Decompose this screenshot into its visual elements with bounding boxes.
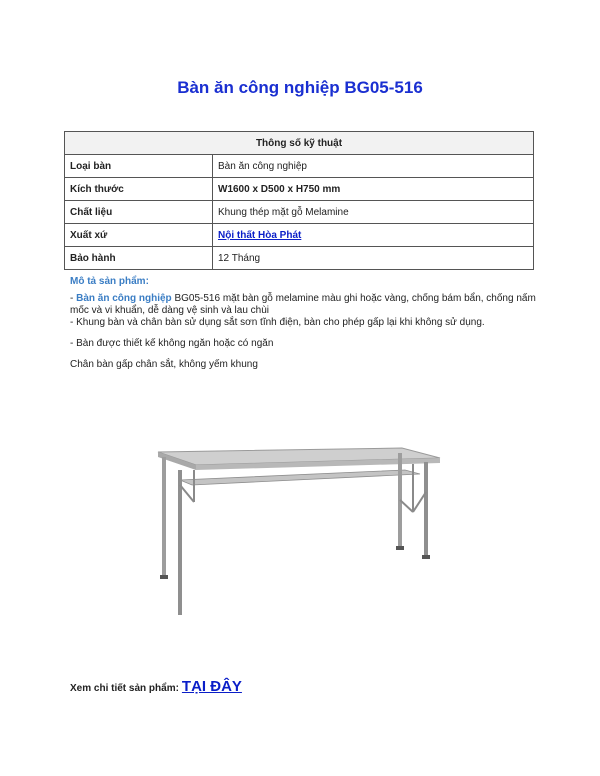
table-shelf (180, 470, 420, 485)
more-details-label: Xem chi tiết sản phẩm: (70, 683, 179, 694)
table-row (65, 247, 534, 270)
spec-label: Bảo hành (65, 247, 213, 270)
product-keyword-link[interactable]: Bàn ăn công nghiệp (76, 293, 172, 304)
table-row (65, 178, 534, 201)
spec-label: Xuất xứ (65, 224, 213, 247)
table-foot (396, 546, 404, 550)
origin-link[interactable]: Nội thất Hòa Phát (218, 229, 302, 241)
table-foot (422, 555, 430, 559)
table-row (65, 224, 534, 247)
spec-value (213, 224, 534, 247)
spec-label: Loại bàn (65, 155, 213, 178)
table-leg (178, 470, 182, 615)
folding-brace (180, 485, 194, 502)
description-line: - Bàn được thiết kế không ngăn hoặc có ngăn (70, 338, 274, 349)
description-text: BG05-516 mặt bàn gỗ melamine màu ghi hoặc vàng, chống bám bẩn, chống nấm mốc và vi khuẩn, dễ dàng vệ sinh và lau chùi (70, 293, 536, 316)
description-line: - Khung bàn và chân bàn sử dụng sắt sơn tĩnh điện, bàn cho phép gấp lại khi không sử dụng. (70, 317, 485, 328)
table-foot (160, 575, 168, 579)
more-details (70, 678, 242, 695)
specs-header: Thông số kỹ thuật (65, 132, 534, 155)
more-details-link[interactable]: TẠI ĐÂY (181, 678, 242, 695)
description-line: Chân bàn gấp chân sắt, không yếm khung (70, 359, 258, 370)
description-heading: Mô tả sản phẩm: (70, 276, 149, 287)
spec-label: Chất liệu (65, 201, 213, 224)
product-image (150, 440, 450, 615)
description-prefix: - (70, 293, 77, 304)
table-row (65, 155, 534, 178)
page-title: Bàn ăn công nghiệp BG05-516 (177, 78, 423, 97)
table-leg (162, 457, 166, 577)
specs-table (64, 131, 534, 270)
spec-label: Kích thước (65, 178, 213, 201)
spec-value: Bàn ăn công nghiệp (213, 155, 534, 178)
specs-header-row (65, 132, 534, 155)
description-body (70, 293, 540, 371)
spec-value: 12 Tháng (213, 247, 534, 270)
description-line (70, 293, 540, 317)
spec-value: W1600 x D500 x H750 mm (213, 178, 534, 201)
table-leg (424, 462, 428, 557)
table-row (65, 201, 534, 224)
spec-value: Khung thép mặt gỗ Melamine (213, 201, 534, 224)
